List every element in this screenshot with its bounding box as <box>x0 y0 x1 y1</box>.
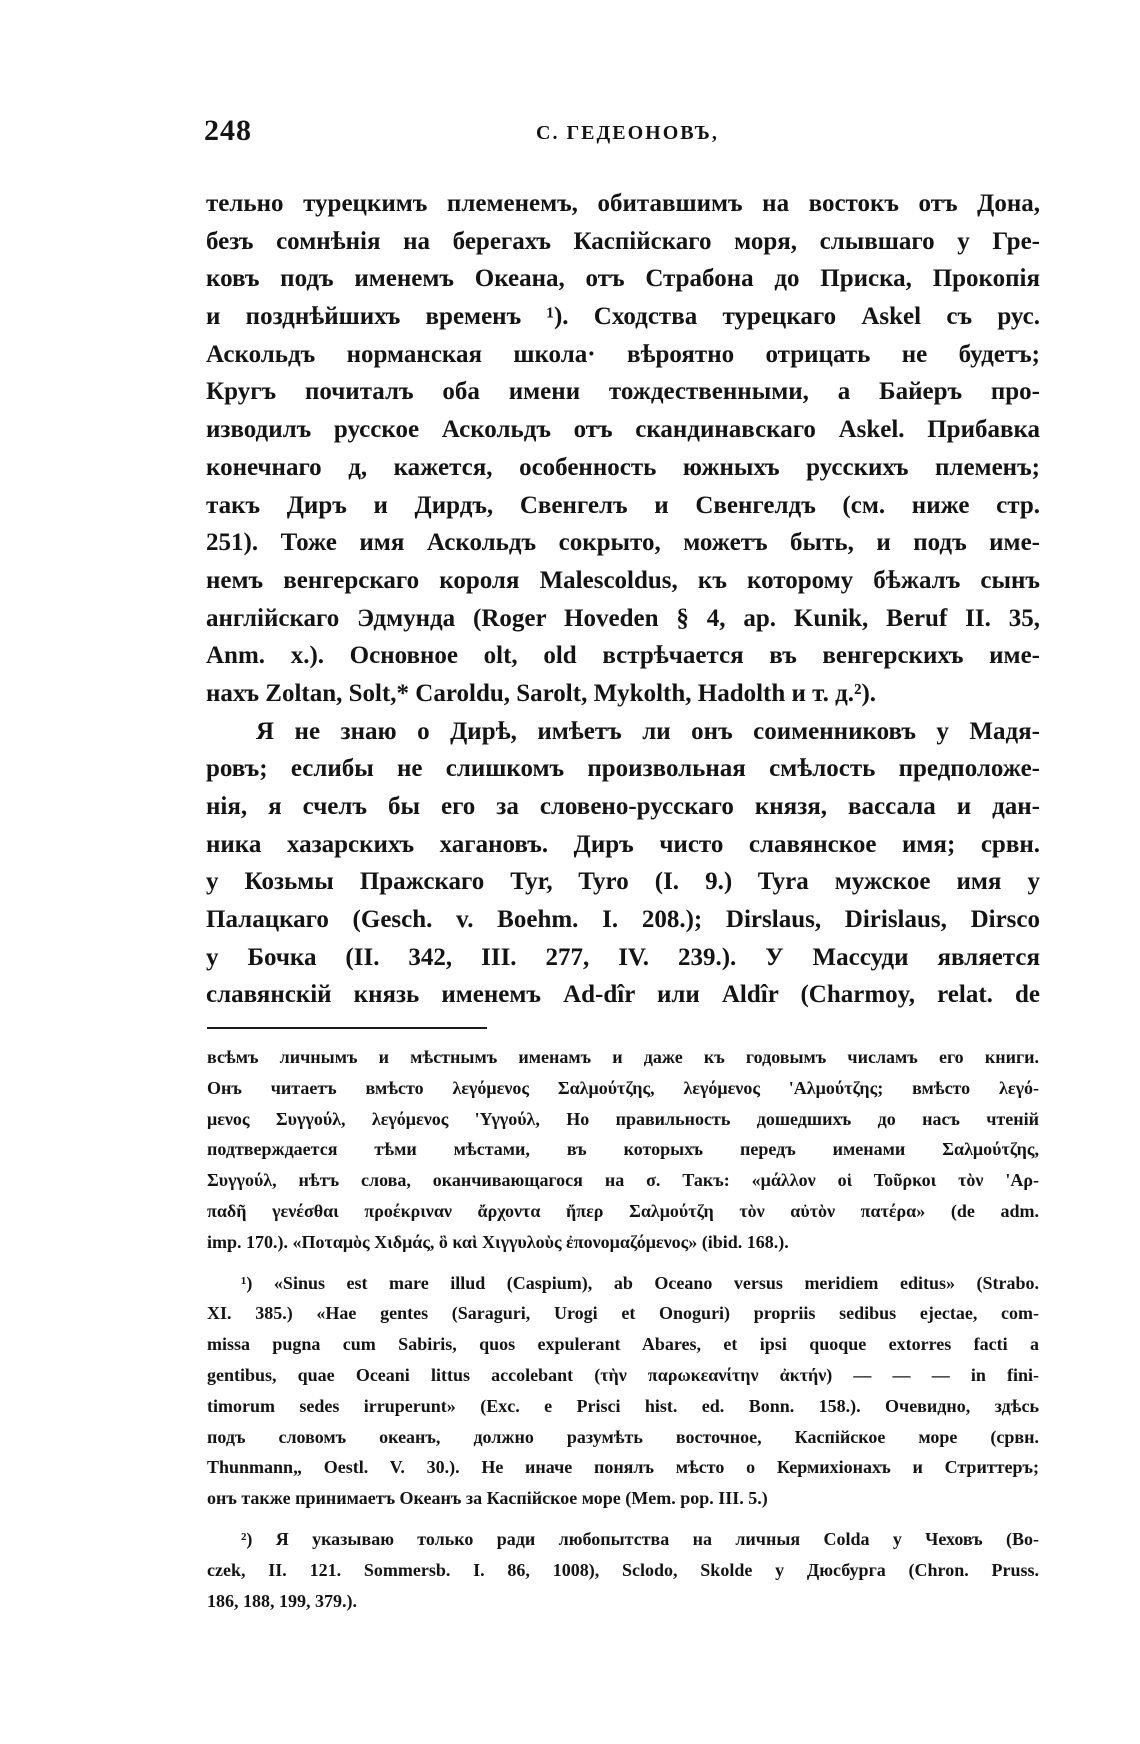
text-line: Аскольдъ норманская школа· вѣроятно отрицать не будетъ; <box>206 340 1040 368</box>
footnote-line: Συγγούλ, нѣтъ слова, оканчивающагося на σ. Такъ: «μάλλον οἱ Τοῦρκοι τὸν 'Αρ- <box>207 1170 1039 1191</box>
footnote-line: gentibus, quae Oceani littus accolebant (τὴν παρωκεανίτην ἀκτήν) — — — in fini- <box>207 1364 1039 1385</box>
text-line: изводилъ русское Аскольдъ отъ скандинавскаго Askel. Прибавка <box>206 416 1040 444</box>
footnote-line: подтверждается тѣми мѣстами, въ которыхъ передъ именами Σαλμούτζης, <box>207 1139 1039 1160</box>
footnote-line: 186, 188, 199, 379.). <box>207 1590 357 1611</box>
text-line: 251). Тоже имя Аскольдъ сокрыто, можетъ быть, и подъ име- <box>206 529 1040 557</box>
footnote-line: μενος Συγγούλ, λεγόμενος 'Υγγούλ, Но правильность дошедшихъ до насъ чтеній <box>207 1108 1039 1129</box>
footnote-line: missa pugna cum Sabiris, quos expulerant Abares, et ipsi quoque extorres facti a <box>207 1334 1039 1355</box>
text-line: такъ Диръ и Дирдъ, Свенгелъ и Свенгелдъ (см. ниже стр. <box>206 491 1040 519</box>
text-line: конечнаго д, кажется, особенность южныхъ русскихъ племенъ; <box>206 453 1040 481</box>
running-head <box>204 114 1039 154</box>
footnote-line: παδῆ γενέσθαι προέκριναν ἄρχοντα ἤπερ Σαλμούτζη τὸν αὐτὸν πατέρα» (de adm. <box>207 1200 1039 1221</box>
footnote-divider <box>207 1027 487 1029</box>
text-line: Палацкаго (Gesch. v. Boehm. I. 208.); Dirslaus, Dirislaus, Dirsco <box>206 906 1040 934</box>
footnote-2-start: ²) Я указываю только ради любопытства на личныя Colda у Чеховъ (Bo- <box>241 1528 1039 1549</box>
footnote-line: подъ словомъ океанъ, должно разумѣть восточное, Каспійское море (срвн. <box>207 1426 1039 1447</box>
footnote-1-start: ¹) «Sinus est mare illud (Caspium), ab Oceano versus meridiem editus» (Strabo. <box>241 1272 1039 1293</box>
footnote-line: imp. 170.). «Ποταμὸς Χιδμάς, ὃ καὶ Χιγγυλοὺς ἐπονομαζόμενος» (ibid. 168.). <box>207 1231 789 1252</box>
paragraph-start-line: Я не знаю о Дирѣ, имѣетъ ли онъ соименниковъ у Мадя- <box>256 717 1040 745</box>
footnote-gap <box>207 1514 1039 1524</box>
footnotes <box>207 1042 1039 1616</box>
text-line: ника хазарскихъ хагановъ. Диръ чисто славянское имя; срвн. <box>206 830 1040 858</box>
footnote-line: Thunmann„ Oestl. V. 30.). Не иначе понялъ мѣсто о Кермихіонахъ и Стриттеръ; <box>207 1457 1039 1478</box>
page-number: 248 <box>204 114 252 147</box>
running-head-author: С. ГЕДЕОНОВЪ, <box>536 122 719 144</box>
text-line: немъ венгерскаго короля Malescoldus, къ которому бѣжалъ сынъ <box>206 566 1040 594</box>
text-line: англійскаго Эдмунда (Roger Hoveden § 4, ap. Kunik, Beruf II. 35, <box>206 604 1040 632</box>
footnote-line: Онъ читаетъ вмѣсто λεγόμενος Σαλμούτζης, λεγόμενος 'Αλμούτζης; вмѣсто λεγό- <box>207 1077 1039 1098</box>
text-line: нія, я счелъ бы его за словено-русскаго князя, вассала и дан- <box>206 793 1040 820</box>
footnote-line: XI. 385.) «Hae gentes (Saraguri, Urogi et Onoguri) propriis sedibus ejectae, com- <box>207 1303 1039 1324</box>
main-text <box>206 185 1040 1014</box>
text-line: у Бочка (II. 342, III. 277, IV. 239.). У Массуди является <box>206 943 1040 971</box>
text-line: у Козьмы Пражскаго Tyr, Tyro (I. 9.) Tyra мужское имя у <box>206 868 1040 896</box>
footnote-line: всѣмъ личнымъ и мѣстнымъ именамъ и даже къ годовымъ числамъ его книги. <box>207 1047 1039 1067</box>
text-line: ровъ; еслибы не слишкомъ произвольная смѣлость предположе- <box>206 755 1040 783</box>
footnote-line: timorum sedes irruperunt» (Exc. e Prisci hist. ed. Bonn. 158.). Очевидно, здѣсь <box>207 1395 1039 1416</box>
text-line: и позднѣйшихъ временъ ¹). Сходства турецкаго Askel съ рус. <box>206 303 1040 331</box>
footnote-line: онъ также принимаетъ Океанъ за Каспійское море (Mem. pop. III. 5.) <box>207 1488 768 1509</box>
text-line: безъ сомнѣнія на берегахъ Каспійскаго моря, слывшаго у Гре- <box>206 227 1040 255</box>
footnote-line: czek, II. 121. Sommersb. I. 86, 1008), Sclodo, Skolde у Дюсбурга (Chron. Pruss. <box>207 1559 1039 1580</box>
text-line: Anm. x.). Основное olt, old встрѣчается въ венгерскихъ име- <box>206 642 1040 670</box>
text-line: тельно турецкимъ племенемъ, обитавшимъ на востокъ отъ Дона, <box>206 190 1040 217</box>
text-line: Кругъ почиталъ оба имени тождественными, а Байеръ про- <box>206 378 1040 406</box>
text-line: нахъ Zoltan, Solt,* Caroldu, Sarolt, Mykolth, Hadolth и т. д.²). <box>206 679 877 707</box>
text-line: ковъ подъ именемъ Океана, отъ Страбона до Приска, Прокопія <box>206 265 1040 293</box>
text-line: славянскій князь именемъ Ad-dîr или Aldîr (Charmoy, relat. de <box>206 981 1040 1009</box>
footnote-gap <box>207 1258 1039 1268</box>
